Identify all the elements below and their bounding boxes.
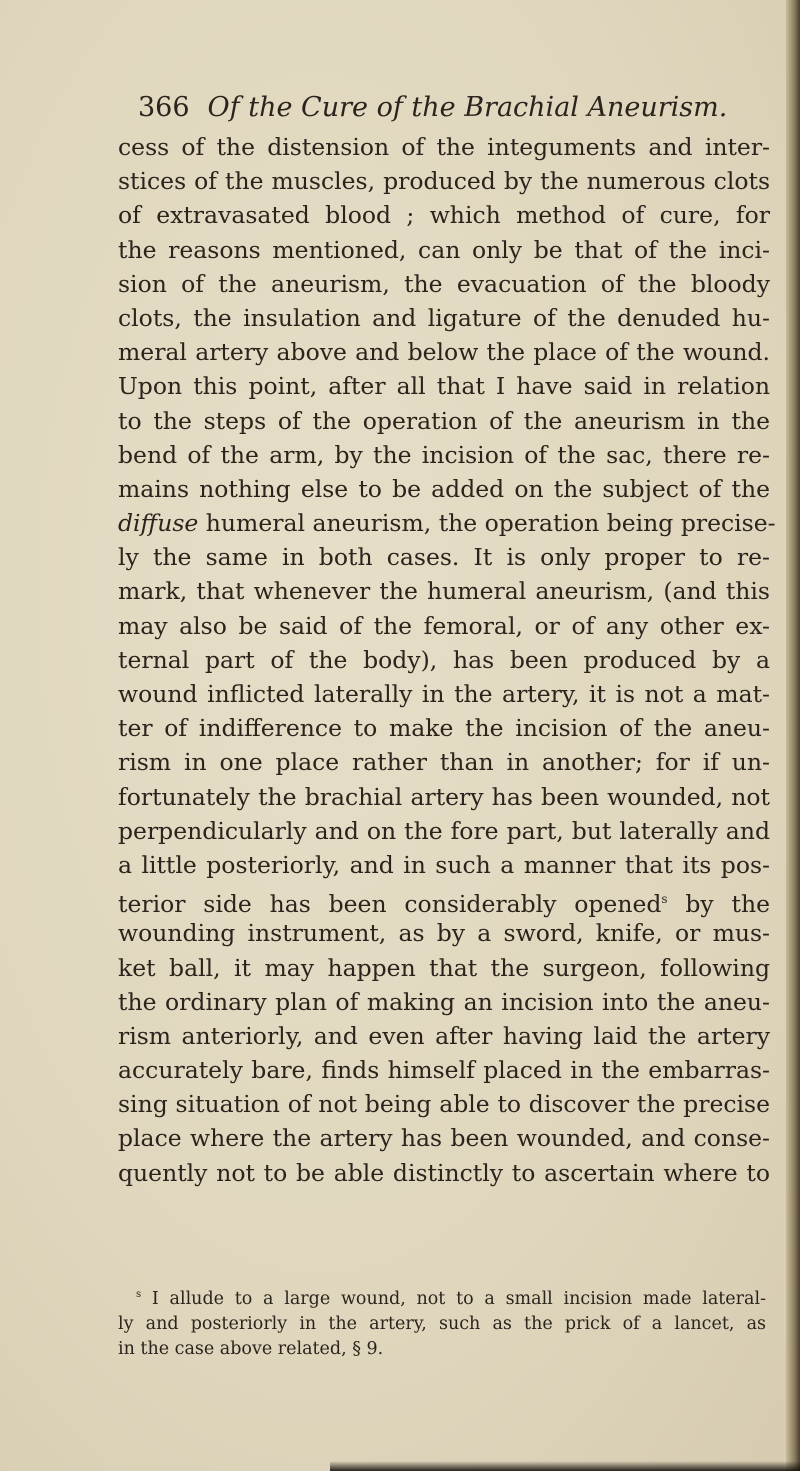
text-line: ly the same in both cases. It is only proper to re- — [118, 543, 770, 572]
text-line: ternal part of the body), has been produced by a — [118, 645, 770, 674]
text-line: sion of the aneurism, the evacuation of the bloody — [118, 269, 770, 298]
running-header — [138, 92, 768, 132]
text-segment: terior side has been considerably opened — [118, 889, 662, 918]
text-line: the reasons mentioned, can only be that of the inci- — [118, 235, 770, 264]
text-line: place where the artery has been wounded, and conse- — [118, 1124, 770, 1153]
text-line: ter of indifference to make the incision of the aneu- — [118, 714, 770, 743]
footnote-ref: s — [661, 892, 668, 907]
text-line: Upon this point, after all that I have said in relation — [118, 372, 770, 401]
text-line — [118, 506, 776, 540]
text-line: mark, that whenever the humeral aneurism, (and this — [118, 577, 770, 606]
body-text — [118, 130, 776, 1190]
page-number: 366 — [138, 92, 190, 123]
text-line: rism in one place rather than in another; for if un- — [118, 748, 770, 777]
text-line: cess of the distension of the integuments and inter- — [118, 133, 770, 161]
text-line: ket ball, it may happen that the surgeon, following — [118, 953, 770, 982]
text-segment: by the — [667, 889, 770, 918]
page-edge-binding — [786, 0, 800, 1471]
italic-word: diffuse — [118, 509, 199, 538]
footnote-marker: s — [136, 1289, 142, 1300]
text-line: of extravasated blood ; which method of cure, for — [118, 201, 770, 230]
text-line: accurately bare, finds himself placed in the embarras- — [118, 1056, 770, 1085]
text-line: wounding instrument, as by a sword, knife, or mus- — [118, 919, 770, 948]
text-line: bend of the arm, by the incision of the sac, there re- — [118, 440, 770, 469]
footnote-line: in the case above related, § 9. — [118, 1338, 384, 1359]
text-line: clots, the insulation and ligature of the denuded hu- — [118, 303, 770, 332]
text-line: mains nothing else to be added on the subject of the — [118, 474, 770, 503]
text-line: may also be said of the femoral, or of any other ex- — [118, 611, 770, 640]
text-line: a little posteriorly, and in such a manner that its pos- — [118, 850, 770, 879]
text-line: rism anteriorly, and even after having laid the artery — [118, 1021, 770, 1050]
footnote-line — [118, 1282, 766, 1312]
text-line: stices of the muscles, produced by the numerous clots — [118, 167, 770, 196]
text-line: meral artery above and below the place of the wound. — [118, 338, 770, 367]
text-line: perpendicularly and on the fore part, but laterally and — [118, 816, 770, 845]
text-line — [118, 882, 770, 916]
text-line: wound inflicted laterally in the artery, it is not a mat- — [118, 680, 770, 708]
page-bottom-shadow — [330, 1461, 800, 1471]
footnote — [118, 1282, 766, 1362]
text-line: quently not to be able distinctly to ascertain where to — [118, 1158, 770, 1187]
text-line: the ordinary plan of making an incision into the aneu- — [118, 987, 770, 1016]
running-title: Of the Cure of the Brachial Aneurism. — [207, 92, 728, 123]
text-line: sing situation of not being able to discover the precise — [118, 1090, 770, 1119]
footnote-text: I allude to a large wound, not to a small incision made lateral- — [151, 1288, 766, 1309]
text-line: fortunately the brachial artery has been wounded, not — [118, 782, 770, 811]
text-segment: humeral aneurism, the operation being precise- — [198, 509, 776, 538]
footnote-line: ly and posteriorly in the artery, such as the prick of a lancet, as — [118, 1313, 766, 1334]
text-line: to the steps of the operation of the aneurism in the — [118, 406, 770, 435]
